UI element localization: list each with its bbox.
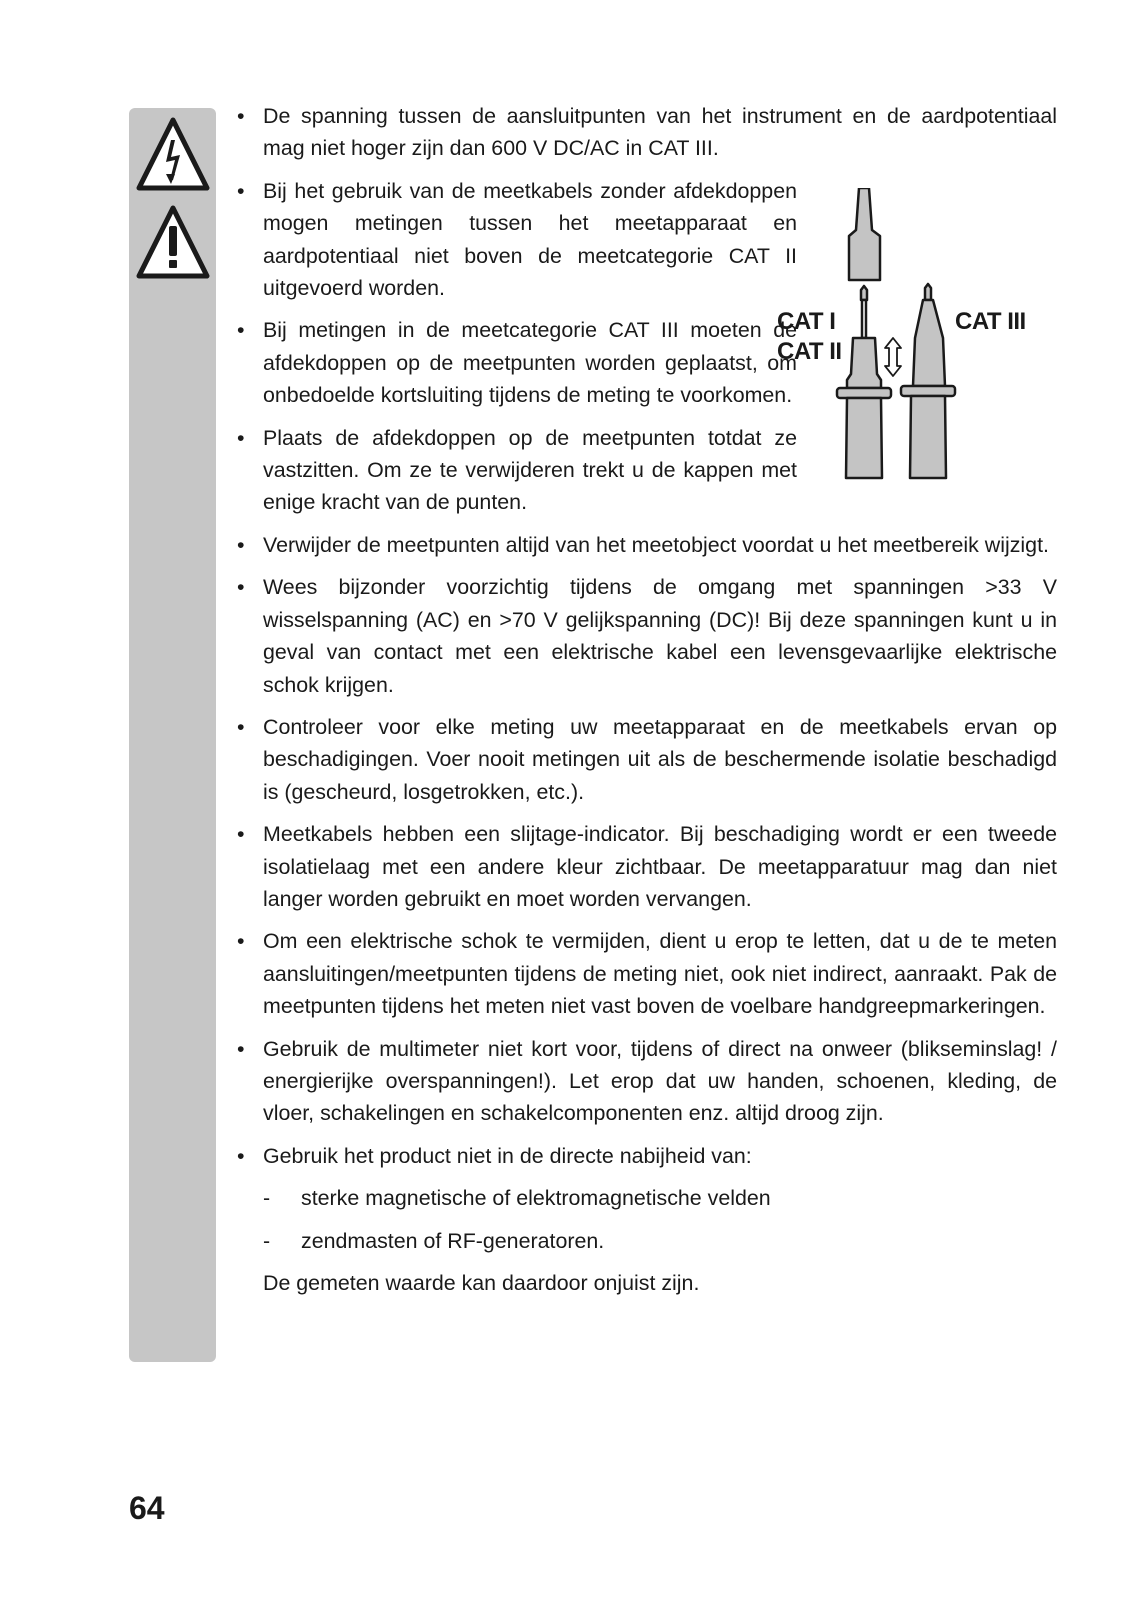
dash-marker: - xyxy=(263,1228,271,1253)
cat-3-label: CAT III xyxy=(955,308,1026,335)
sub-list-item-text: sterke magnetische of elektromagnetische velden xyxy=(301,1186,771,1211)
sub-list-item xyxy=(237,1225,1057,1257)
list-item-text: Bij metingen in de meetcategorie CAT III moeten de afdekdoppen op de meetpunten worden geplaatst, om onbedoelde kortsluiting tijdens de meting te voorkomen. xyxy=(263,318,797,408)
bullet-marker: • xyxy=(237,929,245,954)
cat-2-label: CAT II xyxy=(777,338,842,365)
closing-note: De gemeten waarde kan daardoor onjuist zijn. xyxy=(263,1271,700,1295)
list-item-text: Om een elektrische schok te vermijden, dient u erop te letten, dat u de te meten aansluitingen/meetpunten tijdens de meting niet, ook niet indirect, aanraakt. Pak de meetpunten tijdens het meten niet vast boven de voelbare handgreepmarkeringen. xyxy=(263,929,1057,1019)
bullet-marker: • xyxy=(237,822,245,847)
sub-list-item xyxy=(237,1182,1057,1214)
bullet-marker: • xyxy=(237,425,245,450)
warning-sidebar xyxy=(129,108,216,1362)
list-item-text: Verwijder de meetpunten altijd van het meetobject voordat u het meetbereik wijzigt. xyxy=(263,532,1049,557)
bullet-marker: • xyxy=(237,104,245,128)
list-item xyxy=(237,175,797,305)
list-item xyxy=(237,1033,1057,1130)
list-item xyxy=(237,818,1057,915)
bullet-marker: • xyxy=(237,178,245,203)
bullet-marker: • xyxy=(237,575,245,600)
list-item-text: Plaats de afdekdoppen op de meetpunten totdat ze vastzitten. Om ze te verwijderen trekt u de kappen met enige kracht van de punten. xyxy=(263,425,797,515)
list-item-text: Bij het gebruik van de meetkabels zonder afdekdoppen mogen metingen tussen het meetapparaat en aardpotentiaal niet boven de meetcategorie CAT II uitgevoerd worden. xyxy=(263,178,797,301)
test-probe-drawing xyxy=(789,188,1059,498)
exclamation-warning-icon xyxy=(133,202,213,284)
list-item xyxy=(237,1140,1057,1172)
list-item xyxy=(237,529,1057,561)
list-item-text: Controleer voor elke meting uw meetapparaat en de meetkabels ervan op beschadigingen. Voer nooit metingen uit als de beschermende isolatie beschadigd is (gescheurd, losgetrokken, etc.). xyxy=(263,714,1057,804)
list-item-text: Gebruik het product niet in de directe nabijheid van: xyxy=(263,1143,752,1168)
bullet-marker: • xyxy=(237,532,245,557)
cat-1-label: CAT I xyxy=(777,308,836,335)
bullet-marker: • xyxy=(237,1036,245,1061)
list-item-text: Wees bijzonder voorzichtig tijdens de omgang met spanningen >33 V wisselspanning (AC) en >70 V gelijkspanning (DC)! Bij deze spanningen kunt u in geval van contact met een elektrische kabel een levensgevaarlijke elektrische schok krijgen. xyxy=(263,575,1057,697)
bullet-marker: • xyxy=(237,1143,245,1168)
list-item xyxy=(237,314,797,411)
test-probe-figure xyxy=(777,188,1059,498)
list-item-text: De spanning tussen de aansluitpunten van het instrument en de aardpotentiaal mag niet hoger zijn dan 600 V DC/AC in CAT III. xyxy=(263,104,1057,161)
lightning-warning-icon xyxy=(133,114,213,196)
list-item xyxy=(237,711,1057,808)
list-item-text: Meetkabels hebben een slijtage-indicator. Bij beschadiging wordt er een tweede isolatielaag met een andere kleur zichtbaar. De meetapparatuur mag dan niet langer worden gebruikt en moet worden vervangen. xyxy=(263,822,1057,911)
list-item-text: Gebruik de multimeter niet kort voor, tijdens of direct na onweer (blikseminslag! / energierijke overspanningen!). Let erop dat uw handen, schoenen, kleding, de vloer, schakelingen en schakelcomponenten enz. altijd droog zijn. xyxy=(263,1036,1057,1126)
bullet-marker: • xyxy=(237,318,245,343)
dash-marker: - xyxy=(263,1186,271,1211)
list-item xyxy=(237,422,797,519)
page-number: 64 xyxy=(129,1490,165,1526)
list-item xyxy=(237,925,1057,1022)
list-item xyxy=(237,100,1057,165)
bullet-marker: • xyxy=(237,714,245,739)
list-item xyxy=(237,571,1057,701)
sub-list-item-text: zendmasten of RF-generatoren. xyxy=(301,1228,605,1253)
